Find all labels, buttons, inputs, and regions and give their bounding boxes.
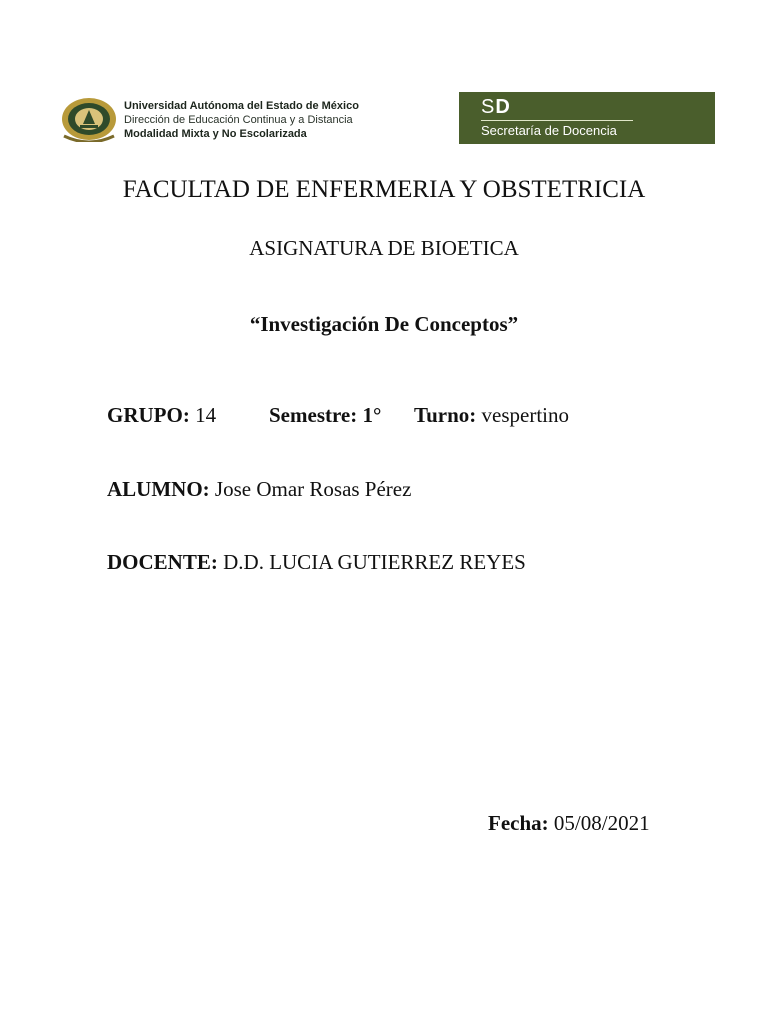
turno-field [414,403,569,428]
document-title: “Investigación De Conceptos” [249,312,519,336]
secretaria-docencia-logo [459,92,715,144]
grupo-label: GRUPO: [107,403,190,427]
sd-divider [481,120,633,121]
sd-monogram: SD [481,96,511,118]
turno-label: Turno: [414,403,477,427]
header-banner [56,90,716,146]
docente-field [107,550,526,575]
uaem-logo [56,94,386,144]
alumno-label: ALUMNO: [107,477,210,501]
department-name: Dirección de Educación Continua y a Distancia [124,114,353,126]
fecha-value: 05/08/2021 [553,811,650,835]
alumno-field [107,477,411,502]
sd-name: Secretaría de Docencia [481,123,617,138]
university-name: Universidad Autónoma del Estado de México [124,100,359,112]
subject-title: ASIGNATURA DE BIOETICA [249,236,519,260]
fecha-field [488,811,650,836]
docente-label: DOCENTE: [107,550,218,574]
semestre-field [269,403,381,428]
docente-value: D.D. LUCIA GUTIERREZ REYES [223,550,526,574]
faculty-title: FACULTAD DE ENFERMERIA Y OBSTETRICIA [122,176,646,203]
turno-value: vespertino [481,403,569,427]
university-seal-icon [60,96,118,142]
grupo-field [107,403,216,428]
alumno-value: Jose Omar Rosas Pérez [214,477,412,501]
grupo-value: 14 [195,403,217,427]
fecha-label: Fecha: [488,811,549,835]
modality-name: Modalidad Mixta y No Escolarizada [124,128,307,140]
semestre-label: Semestre: 1° [269,403,382,427]
